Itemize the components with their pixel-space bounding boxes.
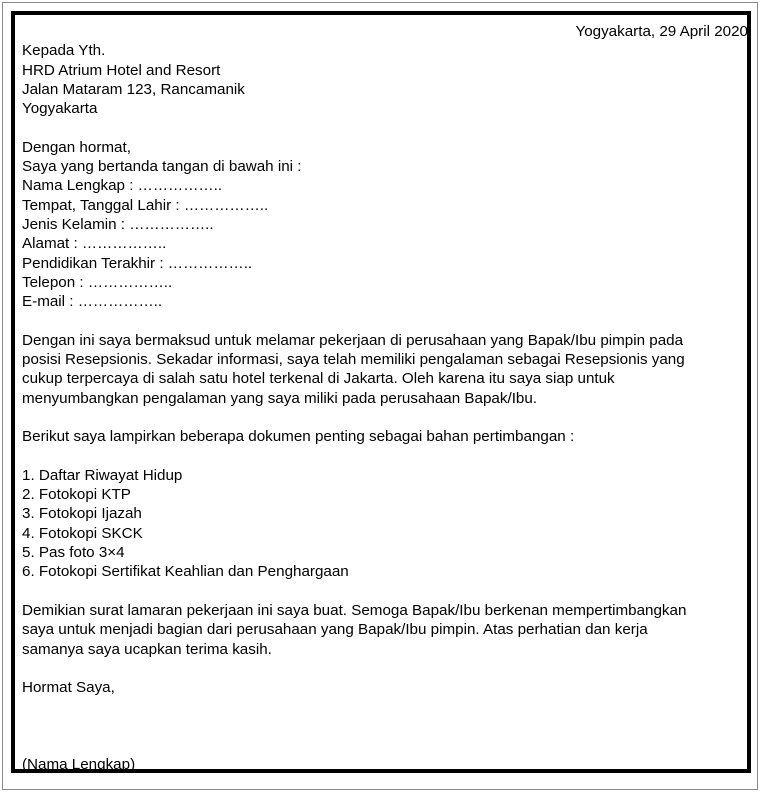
spacer	[22, 447, 750, 466]
attachment-item: 4. Fotokopi SKCK	[22, 524, 143, 542]
recipient-line: Yogyakarta	[22, 100, 98, 118]
attachment-item: 6. Fotokopi Sertifikat Keahlian dan Penghargaan	[22, 563, 349, 581]
letter-date: Yogyakarta, 29 April 2020	[575, 23, 748, 40]
body-line: menyumbangkan pengalaman yang saya miliki pada perusahaan Bapak/Ibu.	[22, 389, 538, 407]
attachment-item: 3. Fotokopi Ijazah	[22, 505, 142, 523]
attachment-item: 5. Pas foto 3×4	[22, 544, 125, 562]
signature-space	[22, 697, 750, 755]
personal-fields	[22, 176, 750, 311]
recipient-line: HRD Atrium Hotel and Resort	[22, 61, 221, 79]
field-email: E-mail : ……………..	[22, 293, 163, 311]
closing-line: samanya saya ucapkan terima kasih.	[22, 640, 272, 658]
spacer	[22, 659, 750, 678]
application-letter	[22, 22, 750, 775]
recipient-line: Kepada Yth.	[22, 42, 106, 60]
attachment-item: 2. Fotokopi KTP	[22, 486, 131, 504]
spacer	[22, 118, 750, 137]
signature-name: (Nama Lengkap)	[22, 756, 136, 774]
greeting: Dengan hormat,	[22, 138, 131, 156]
field-pendidikan-terakhir: Pendidikan Terakhir : ……………..	[22, 254, 253, 272]
recipient-line: Jalan Mataram 123, Rancamanik	[22, 80, 245, 98]
spacer	[22, 311, 750, 330]
field-tempat-tanggal-lahir: Tempat, Tanggal Lahir : ……………..	[22, 196, 269, 214]
attachments-list	[22, 466, 750, 582]
attachment-item: 1. Daftar Riwayat Hidup	[22, 466, 183, 484]
field-alamat: Alamat : ……………..	[22, 235, 167, 253]
closing-line: Demikian surat lamaran pekerjaan ini saya buat. Semoga Bapak/Ibu berkenan mempertimbangkan	[22, 601, 687, 619]
field-jenis-kelamin: Jenis Kelamin : ……………..	[22, 215, 214, 233]
field-telepon: Telepon : ……………..	[22, 273, 173, 291]
body-paragraph	[22, 331, 750, 408]
sign-off: Hormat Saya,	[22, 679, 115, 697]
closing-paragraph	[22, 601, 750, 659]
recipient-block	[22, 41, 750, 118]
field-nama-lengkap: Nama Lengkap : ……………..	[22, 177, 223, 195]
body-line: Dengan ini saya bermaksud untuk melamar pekerjaan di perusahaan yang Bapak/Ibu pimpin pada	[22, 331, 684, 349]
intro-line: Saya yang bertanda tangan di bawah ini :	[22, 158, 302, 176]
closing-line: saya untuk menjadi bagian dari perusahaan yang Bapak/Ibu pimpin. Atas perhatian dan kerja	[22, 621, 648, 639]
body-line: cukup terpercaya di salah satu hotel terkenal di Jakarta. Oleh karena itu saya siap untuk	[22, 370, 615, 388]
body-line: posisi Resepsionis. Sekadar informasi, saya telah memiliki pengalaman sebagai Resepsionis yang	[22, 351, 685, 369]
spacer	[22, 408, 750, 427]
spacer	[22, 582, 750, 601]
attachments-intro: Berikut saya lampirkan beberapa dokumen penting sebagai bahan pertimbangan :	[22, 428, 575, 446]
